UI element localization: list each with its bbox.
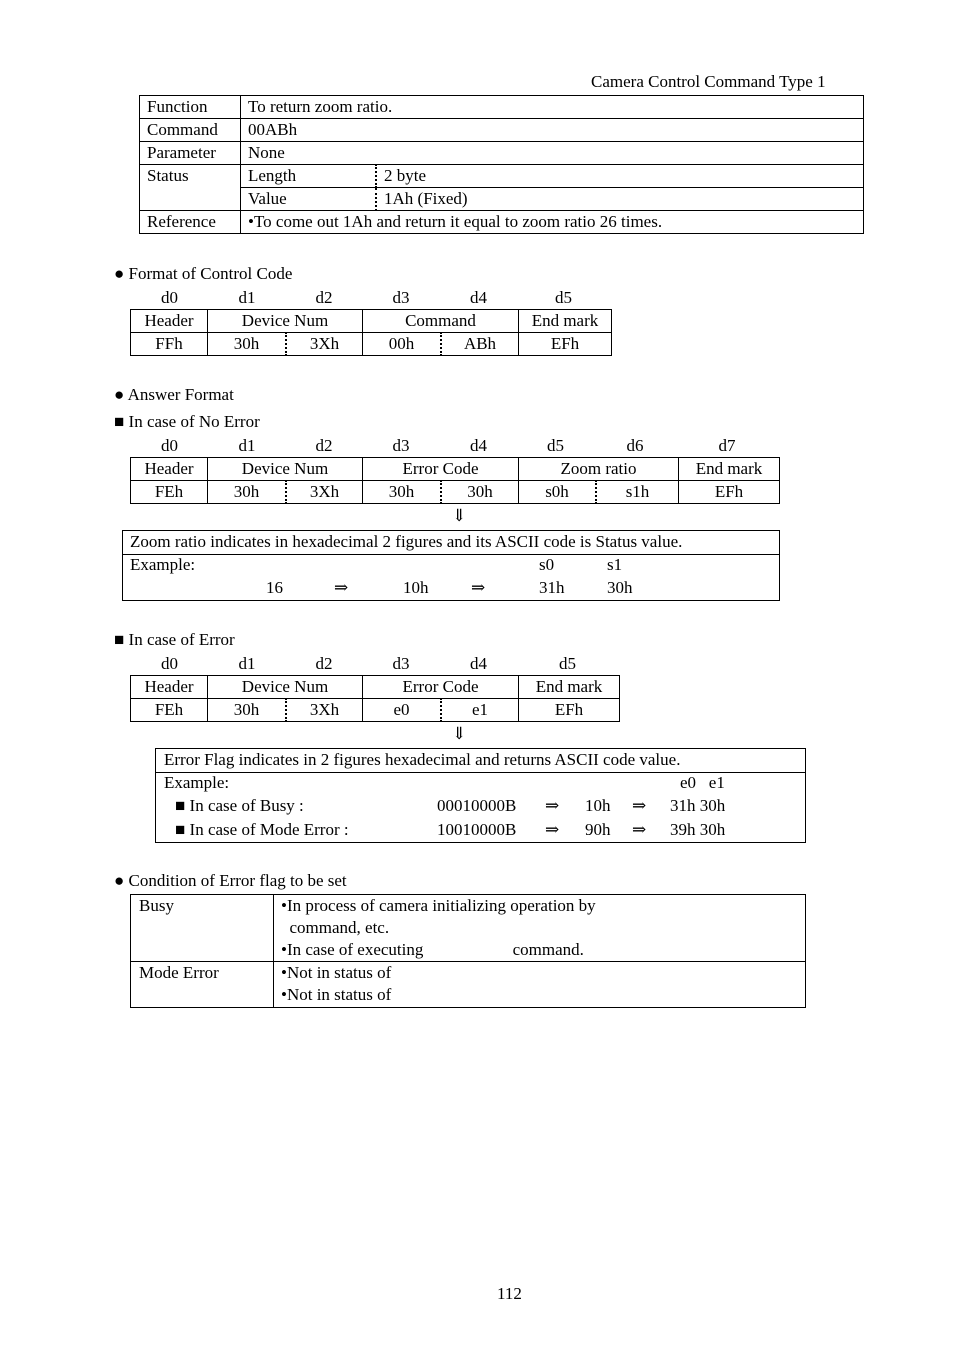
byte-index: d0 bbox=[161, 436, 178, 455]
busy-condition-label: Busy bbox=[139, 896, 174, 915]
byte-index: d7 bbox=[718, 436, 736, 455]
byte-index: d2 bbox=[315, 288, 333, 307]
value-cell: ABh bbox=[441, 333, 519, 356]
byte-index: d3 bbox=[392, 654, 410, 673]
e0-e1-label: e0 e1 bbox=[680, 773, 725, 792]
table-row bbox=[140, 211, 864, 234]
error-byte-indices bbox=[131, 653, 618, 675]
value-cell: EFh bbox=[519, 699, 620, 722]
control-code-table bbox=[130, 309, 612, 356]
end-mark-cell: End mark bbox=[679, 458, 780, 481]
value-cell: 30h bbox=[363, 481, 442, 504]
busy-condition-line: command, etc. bbox=[281, 918, 390, 937]
value-label: Value bbox=[241, 188, 377, 211]
mode-error-ascii: 39h 30h bbox=[670, 820, 726, 839]
value-cell: 30h bbox=[208, 699, 287, 722]
mode-error-example-label bbox=[175, 819, 349, 841]
square-bullet-icon: ■ bbox=[114, 412, 125, 431]
error-heading bbox=[114, 629, 235, 651]
function-value: To return zoom ratio. bbox=[241, 96, 864, 119]
no-error-byte-indices bbox=[131, 435, 778, 457]
square-bullet-icon: ■ bbox=[175, 796, 186, 815]
right-arrow-icon: ⇒ bbox=[545, 820, 560, 839]
value-cell: FEh bbox=[131, 481, 208, 504]
condition-table bbox=[130, 894, 806, 1008]
byte-index: d5 bbox=[555, 288, 572, 307]
byte-index: d3 bbox=[392, 288, 410, 307]
divider bbox=[123, 554, 779, 555]
error-code-cell: Error Code bbox=[363, 458, 519, 481]
reference-value: •To come out 1Ah and return it equal to zoom ratio 26 times. bbox=[241, 211, 864, 234]
length-value: 2 byte bbox=[376, 165, 864, 188]
mode-error-condition-label: Mode Error bbox=[139, 963, 219, 982]
table-row bbox=[131, 676, 620, 699]
device-num-cell: Device Num bbox=[208, 310, 363, 333]
down-arrow-icon: ⇓ bbox=[452, 506, 467, 525]
command-cell: Command bbox=[363, 310, 519, 333]
row-divider bbox=[131, 961, 805, 962]
condition-heading-text: Condition of Error flag to be set bbox=[128, 871, 347, 890]
value-cell: 00h bbox=[363, 333, 442, 356]
example-ascii-s1: 30h bbox=[607, 578, 633, 597]
table-row bbox=[131, 310, 612, 333]
right-arrow-icon: ⇒ bbox=[471, 578, 486, 597]
example-label: Example: bbox=[130, 555, 196, 574]
error-flag-note-box bbox=[155, 748, 806, 843]
page-number: 112 bbox=[497, 1284, 522, 1303]
byte-index: d4 bbox=[470, 288, 487, 307]
bullet-icon: ● bbox=[114, 385, 125, 404]
value-cell: 3Xh bbox=[286, 333, 363, 356]
mode-error-hex: 90h bbox=[585, 820, 611, 839]
value-cell: s0h bbox=[519, 481, 597, 504]
byte-index: d0 bbox=[161, 288, 178, 307]
control-code-byte-indices bbox=[131, 287, 610, 309]
busy-ascii: 31h 30h bbox=[670, 796, 726, 815]
table-row bbox=[131, 333, 612, 356]
end-mark-cell: End mark bbox=[519, 310, 612, 333]
condition-heading bbox=[114, 870, 347, 892]
right-arrow-icon: ⇒ bbox=[334, 578, 349, 597]
byte-index: d5 bbox=[547, 436, 564, 455]
right-arrow-icon: ⇒ bbox=[545, 796, 560, 815]
table-row bbox=[140, 142, 864, 165]
end-mark-cell: End mark bbox=[519, 676, 620, 699]
bullet-icon: ● bbox=[114, 871, 125, 890]
mode-error-binary: 10010000B bbox=[437, 820, 517, 839]
parameter-label: Parameter bbox=[140, 142, 241, 165]
busy-label-text: In case of Busy : bbox=[189, 796, 304, 815]
byte-index: d4 bbox=[470, 654, 487, 673]
table-row bbox=[140, 188, 864, 211]
example-decimal: 16 bbox=[266, 578, 283, 597]
device-num-cell: Device Num bbox=[208, 676, 363, 699]
table-row bbox=[140, 96, 864, 119]
reference-label: Reference bbox=[140, 211, 241, 234]
value-cell: FEh bbox=[131, 699, 208, 722]
busy-condition-line: •In case of executing command. bbox=[281, 940, 584, 959]
s0-label: s0 bbox=[539, 555, 555, 574]
spec-table bbox=[139, 95, 864, 234]
running-header: Camera Control Command Type 1 bbox=[591, 72, 826, 91]
byte-index: d1 bbox=[238, 288, 256, 307]
example-label: Example: bbox=[164, 773, 230, 792]
device-num-cell: Device Num bbox=[208, 458, 363, 481]
status-label: Status bbox=[140, 165, 241, 211]
s1-label: s1 bbox=[607, 555, 623, 574]
mode-error-condition-line: •Not in status of bbox=[281, 985, 392, 1004]
value-cell: 3Xh bbox=[286, 481, 363, 504]
right-arrow-icon: ⇒ bbox=[632, 820, 647, 839]
byte-index: d6 bbox=[626, 436, 644, 455]
table-row bbox=[140, 119, 864, 142]
down-arrow-icon: ⇓ bbox=[452, 724, 467, 743]
command-value: 00ABh bbox=[241, 119, 864, 142]
mode-error-label-text: In case of Mode Error : bbox=[189, 820, 349, 839]
bullet-icon: ● bbox=[114, 264, 125, 283]
square-bullet-icon: ■ bbox=[114, 630, 125, 649]
table-row bbox=[131, 481, 780, 504]
busy-binary: 00010000B bbox=[437, 796, 517, 815]
header-cell: Header bbox=[131, 310, 208, 333]
example-hex: 10h bbox=[403, 578, 429, 597]
byte-index: d4 bbox=[470, 436, 487, 455]
square-bullet-icon: ■ bbox=[175, 820, 186, 839]
function-label: Function bbox=[140, 96, 241, 119]
no-error-heading bbox=[114, 411, 260, 433]
control-code-heading-text: Format of Control Code bbox=[128, 264, 293, 283]
byte-index: d3 bbox=[392, 436, 410, 455]
error-heading-text: In case of Error bbox=[128, 630, 235, 649]
table-row bbox=[140, 165, 864, 188]
right-arrow-icon: ⇒ bbox=[632, 796, 647, 815]
header-cell: Header bbox=[131, 676, 208, 699]
table-row bbox=[131, 458, 780, 481]
control-code-heading bbox=[114, 263, 292, 285]
answer-format-heading bbox=[114, 384, 234, 406]
busy-condition-line: •In process of camera initializing operation by bbox=[281, 896, 596, 915]
length-label: Length bbox=[241, 165, 377, 188]
busy-hex: 10h bbox=[585, 796, 611, 815]
example-ascii-s0: 31h bbox=[539, 578, 565, 597]
parameter-value: None bbox=[241, 142, 864, 165]
table-row bbox=[131, 699, 620, 722]
value-cell: FFh bbox=[131, 333, 208, 356]
byte-index: d0 bbox=[161, 654, 178, 673]
no-error-table bbox=[130, 457, 780, 504]
byte-index: d2 bbox=[315, 436, 333, 455]
header-cell: Header bbox=[131, 458, 208, 481]
byte-index: d1 bbox=[238, 436, 256, 455]
error-table bbox=[130, 675, 620, 722]
value-cell: s1h bbox=[596, 481, 679, 504]
column-divider bbox=[273, 895, 274, 1007]
byte-index: d1 bbox=[238, 654, 256, 673]
value-cell: e0 bbox=[363, 699, 442, 722]
value-cell: 30h bbox=[441, 481, 519, 504]
value-cell: 30h bbox=[208, 333, 287, 356]
value-cell: EFh bbox=[679, 481, 780, 504]
zoom-ratio-note: Zoom ratio indicates in hexadecimal 2 figures and its ASCII code is Status value. bbox=[130, 532, 683, 551]
value-value: 1Ah (Fixed) bbox=[376, 188, 864, 211]
value-cell: EFh bbox=[519, 333, 612, 356]
mode-error-condition-line: •Not in status of bbox=[281, 963, 392, 982]
byte-index: d5 bbox=[559, 654, 576, 673]
value-cell: 3Xh bbox=[286, 699, 363, 722]
value-cell: 30h bbox=[208, 481, 287, 504]
zoom-ratio-note-box bbox=[122, 530, 780, 601]
busy-example-label bbox=[175, 795, 304, 817]
zoom-ratio-cell: Zoom ratio bbox=[519, 458, 679, 481]
command-label: Command bbox=[140, 119, 241, 142]
answer-format-heading-text: Answer Format bbox=[127, 385, 234, 404]
byte-index: d2 bbox=[315, 654, 333, 673]
no-error-heading-text: In case of No Error bbox=[128, 412, 260, 431]
error-code-cell: Error Code bbox=[363, 676, 519, 699]
value-cell: e1 bbox=[441, 699, 519, 722]
error-flag-note: Error Flag indicates in 2 figures hexadecimal and returns ASCII code value. bbox=[164, 750, 681, 769]
